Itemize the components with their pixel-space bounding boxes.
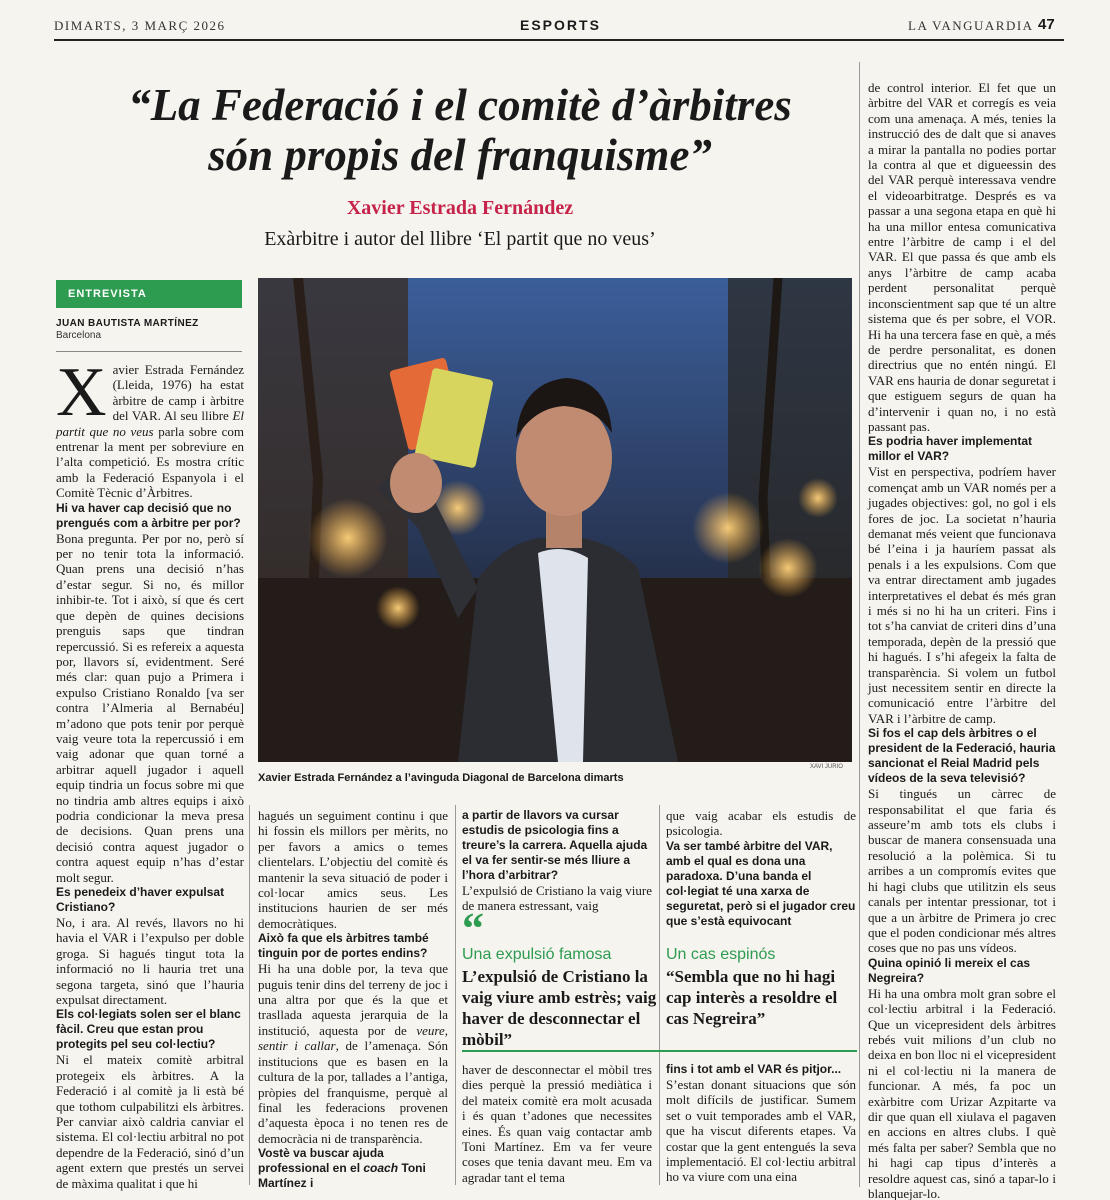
article-column-1 <box>56 354 244 1191</box>
article-column-5 <box>868 80 1056 1200</box>
article-column-3-lower <box>462 1062 652 1185</box>
question-2: Es penedeix d’haver expulsat Cristiano? <box>56 885 225 914</box>
answer-4-text-2: , de l’amenaça. Són institucions que es basen en la cultura de la por, tallades a l’antiga, pròpies del franquisme, perquè al final les federacions provenen d’aquesta època i no tenen res de democràcia ni de transparència. <box>258 1038 448 1146</box>
question-8: Si fos el cap dels àrbitres o el president de la Federació, hauria sancionat el Reial Madrid pels vídeos de la seva televisió? <box>868 726 1056 786</box>
byline-rule <box>56 351 242 352</box>
answer-5-continued: haver de desconnectar el mòbil tres dies perquè la pressió mediàtica i del mateix comitè era molt acusada i és quan t’adones que necessites eines. És quan vaig contactar amb Toni Martínez. Em va fer veure coses que tenia davant meu. Em va agradar tant el tema <box>462 1062 652 1185</box>
answer-6-continued: de control interior. El fet que un àrbitre del VAR et corregís es veia com una amenaça. A més, tenies la instrucció des de dalt que si anaves a mirar la pantalla no podies portar la contra al que et digueessin des del VAR perquè interessava vendre el videoarbitratge. Després es va passar a una segona etapa en què hi ha una millor entesa comunicativa entre l’àrbitre de camp i el del VAR. El que passa és que amb els anys l’àrbitre de camp acaba perdent personalitat perquè inconscientment sap que té un altre sistema que és per sobre, el VOR. Hi ha una tercera fase en què, a més de perdre personalitat, es donen directrius que no entén ningú. El VAR ens hauria de donar seguretat i que estiguem segurs de quan ha d’intervenir i quan no, i no està passant pas. <box>868 80 1056 434</box>
author-place: Barcelona <box>56 330 102 341</box>
pullquote-1-text: L’expulsió de Cristiano la vaig viure amb estrès; vaig haver de desconnectar el mòbil” <box>462 967 657 1049</box>
intro-text: avier Estrada Fernández (Lleida, 1976) ha estat àrbitre de camp i àrbitre del VAR. Al seu llibre <box>112 362 244 424</box>
interviewee-name: Xavier Estrada Fernández <box>346 197 574 219</box>
page-header <box>0 0 1110 40</box>
question-9: Quina opinió li mereix el cas Negreira? <box>868 955 1031 985</box>
question-6-continued: fins i tot amb el VAR és pitjor... <box>666 1062 842 1076</box>
article-column-3 <box>462 808 652 914</box>
interviewee-role: Exàrbitre i autor del llibre ‘El partit que no veus’ <box>264 228 656 250</box>
newspaper-name: LA VANGUARDIA <box>908 18 1034 33</box>
headline <box>60 80 860 180</box>
article-column-2 <box>258 808 448 1191</box>
section-tag: ENTREVISTA <box>56 280 242 308</box>
question-5 <box>258 1146 448 1191</box>
intro-paragraph <box>56 354 244 501</box>
question-7: Es podria haver implementat millor el VAR? <box>868 434 1033 464</box>
headline-line-2: són propis del franquisme” <box>208 130 712 180</box>
photo-caption: Xavier Estrada Fernández a l’avinguda Diagonal de Barcelona dimarts <box>258 772 624 784</box>
pullquote-1-title: Una expulsió famosa <box>462 946 612 963</box>
answer-3-continued: hagués un seguiment continu i que hi fossin els millors per mèrits, no per favors a amics o temes clientelars. L’objectiu del comitè és mantenir la seva situació de poder i col·locar amics seus. Les institucions haurien de ser més democràtiques. <box>258 808 448 931</box>
pullquote-2-text: “Sembla que no hi hagi cap interès a resoldre el cas Negreira” <box>666 967 838 1028</box>
answer-4-emphasis: veure, sentir i callar <box>258 1022 448 1054</box>
quote-mark-icon: “ <box>462 904 484 953</box>
answer-9: Hi ha una ombra molt gran sobre el col·lectiu arbitral i la Federació. Que un vicepresident dels àrbitres rebés vuit milions d’un club no deixa en bon lloc ni el vicepresident ni el col·lectiu ni la manera de funcionar. A més, fa poc un exàrbitre com Urizar Azpitarte va dir que quan ell xiulava el pagaven en accions en altres clubs. I què més falta per saber? Sembla que no hi hagi cap tipus d’interès a resoldre aquest cas, sinó a tapar-lo i blanquejar-lo. <box>868 985 1056 1200</box>
question-6: Va ser també àrbitre del VAR, amb el qual es dona una paradoxa. D’una banda el col·legiat té una xarxa de seguretat, però si el jugador creu que s’està equivocant <box>666 838 856 928</box>
answer-3: Ni el mateix comitè arbitral protegeix els àrbitres. A la Federació i al comitè ja li està bé que tothom culpabilitzi els àrbitres. Per canviar això caldria canviar el sistema. El col·lectiu arbitral no pot dependre de la Federació, sinó d’un agent extern que prestés un servei de màxima qualitat i que hi <box>56 1052 244 1191</box>
issue-date: DIMARTS, 3 MARÇ 2026 <box>54 18 226 33</box>
author-name: JUAN BAUTISTA MARTÍNEZ <box>56 318 199 329</box>
answer-8: Si tingués un càrrec de responsabilitat el que faria és asseure’m amb tots els clubs i buscar de manera consensuada una resolució a la polèmica. Si tu arribes a un compromís evites que hi hagi clubs que utilitzin els seus canals per intentar pressionar, tot i que a un àrbitre de Primera jo crec que el poden condicionar més altres coses que no pas uns vídeos. <box>868 786 1056 956</box>
intro-text-2: parla sobre com entrenar la ment per sobreviure en l’alta competició. Es mostra crític amb la Federació Espanyola i el Comitè Tècnic d’Àrbitres. <box>56 423 244 501</box>
column-rule-2 <box>455 805 456 1185</box>
page-number: 47 <box>1038 16 1055 33</box>
question-3: Els col·legiats solen ser el blanc fàcil. Creu que estan prou protegits pel seu col·lectiu? <box>56 1007 241 1052</box>
answer-5: L’expulsió de Cristiano la vaig viure de manera estressant, vaig <box>462 883 652 914</box>
section-name: ESPORTS <box>520 17 601 33</box>
question-5-continued: a partir de llavors va cursar estudis de psicologia fins a treure’s la carrera. Aquella ajuda el va fer sentir-se més lliure a l’hora d’arbitrar? <box>462 808 648 882</box>
question-5-text: Vostè va buscar ajuda professional en el <box>258 1146 384 1176</box>
answer-4-text: Hi ha una doble por, la teva que puguis tenir dins del terreny de joc i una altra por que és la que et trasllada aquesta jerarquia de la institució, aquesta por de <box>258 961 448 1038</box>
article-column-4-lower <box>666 1062 856 1185</box>
answer-4 <box>258 961 448 1146</box>
header-rule <box>54 39 1064 41</box>
question-5-text-2: Toni Martínez i <box>258 1161 426 1191</box>
question-5-emphasis: coach <box>363 1161 399 1176</box>
answer-1: Bona pregunta. Per por no, però sí per no tenir tota la informació. Quan prens una decisió n’has d’estar segur. Si no, és millor inhibir-te. Tot i això, sí que és cert que depèn de quines decisions prenguis saps que tindran repercussió. Si es refereix a aquesta por, llavors sí, evidentment. Seré més clar: quan pujo a Primera i expulso Cristiano Ronaldo [va ser contra l’Almeria al Bernabéu] m’adono que pots tenir por perquè vaig veure tota la repercussió i em vaig adonar que quan torné a arbitrar aquell jugador i aquell equip tindria un focus sobre mi que no tindria amb altres equips i això podria condicionar la meva presa de decisions. Quan prens una decisió contra aquest jugador o contra aquest equip n’has d’estar molt segur. <box>56 530 244 885</box>
answer-5-end: que vaig acabar els estudis de psicologia. <box>666 808 856 839</box>
pullquote-2-title: Un cas espinós <box>666 946 776 963</box>
interview-photo <box>258 278 852 762</box>
column-rule-4 <box>859 62 860 1187</box>
answer-6: S’estan donant situacions que són molt difícils de justificar. Sumem set o vuit temporades amb el VAR, que ha viscut diferents etapes. Va costar que la gent entengués la seva implementació. El col·lectiu arbitral ho va viure com una eina <box>666 1077 856 1185</box>
answer-2: No, i ara. Al revés, llavors no hi havia el VAR i l’expulso per doble groga. Si hagués tingut tota la informació no li hauria tret una segona targeta, sinó que l’hauria expulsat directament. <box>56 915 244 1008</box>
photo-illustration <box>258 278 852 762</box>
article-column-4 <box>666 808 856 929</box>
pullquote-rule <box>462 1050 857 1052</box>
answer-7: Vist en perspectiva, podríem haver començat amb un VAR només per a jugades objectives: gol, no gol i els fores de joc. La societat n’hauria demanat més veient que funcionava bé l’eina i ja hauríem passat als penals i a les expulsions. Com que va entrar directament amb jugades interpretatives el debat és més gran i més si no hi ha un criteri. Fins i tot s’ha canviat de criteri dins d’una temporada, depèn de la pressió que hi hagués. I s’hi afegeix la falta de transparència. Si volem un futbol just necessitem sentir en directe la comunicació entre l’àrbitre del VAR i l’àrbitre de camp. <box>868 464 1056 726</box>
headline-line-1: “La Federació i el comitè d’àrbitres <box>128 80 792 130</box>
column-rule-1 <box>249 805 250 1185</box>
photo-credit: XAVI JURIO <box>810 764 843 770</box>
drop-cap: X <box>56 354 107 431</box>
book-title: El partit que no veus <box>56 408 244 439</box>
column-rule-3 <box>659 805 660 1185</box>
question-1: Hi va haver cap decisió que no prengués com a àrbitre per por? <box>56 500 241 530</box>
question-4: Això fa que els àrbitres també tinguin por de portes endins? <box>258 931 429 961</box>
